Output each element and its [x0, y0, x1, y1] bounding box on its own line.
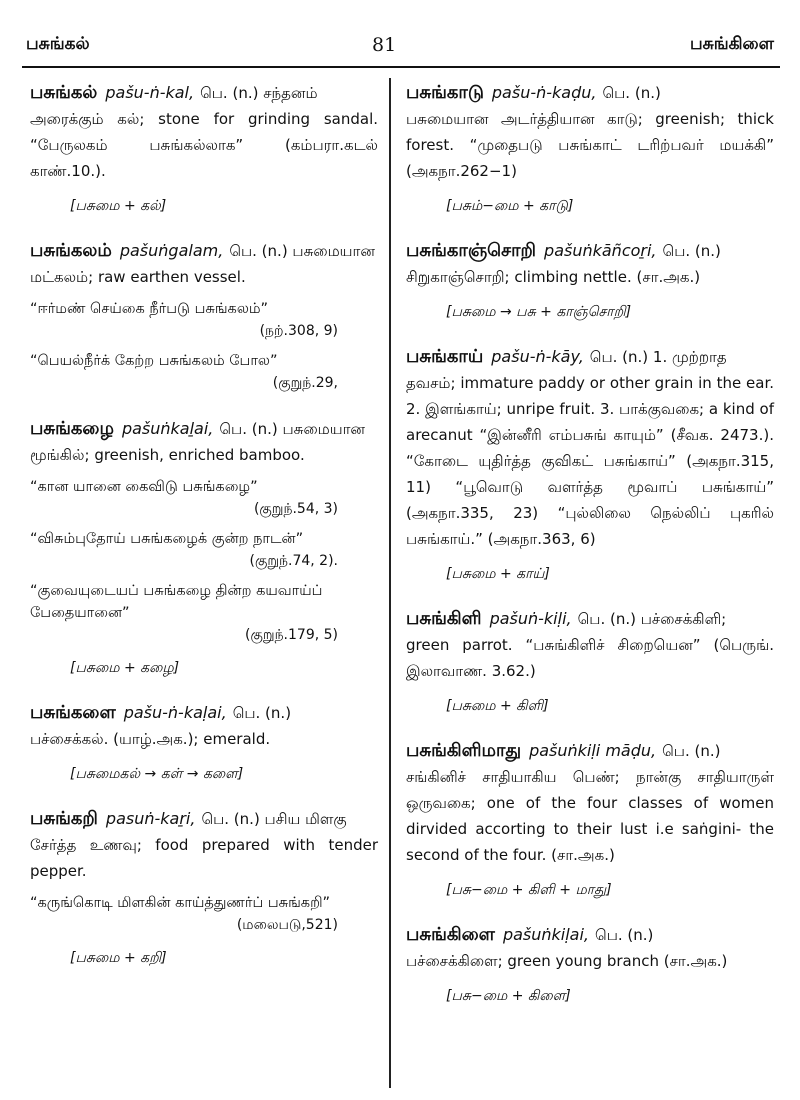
definition: மட்கலம்; raw earthen vessel. [30, 268, 246, 286]
definition: சிறுகாஞ்சொறி; climbing nettle. (சா.அக.) [406, 268, 701, 286]
entry-head-line [406, 80, 774, 106]
citation-source: (குறுந்.54, 3) [253, 501, 338, 517]
dictionary-entry [30, 806, 378, 968]
transliteration: pašu-ṅ-kaḍu, [491, 83, 597, 102]
definition: பச்சைக்கிளை; green young branch (சா.அக.) [406, 952, 728, 970]
page-number: 81 [372, 34, 397, 56]
definition: தவசம்; immature paddy or other grain in the ear. 2. இளங்காய்; unripe fruit. 3. பாக்குவகை; a kind of arecanut “இன்னீரி எம்பசுங் காயும்” (சீவக. 2473.). “கோடை யுதிர்த்த குவிகட் பசுங்காய்” (அகநா.315, 11) “பூவொடு வளர்த்த மூவாப் பசுங்காய்” (அகநா.335, 23) “புல்லிலை நெல்லிப் புகரில் பசுங்காய்.” (அகநா.363, 6) [406, 374, 774, 548]
etymology: [பசு−மை + கிளை] [446, 988, 571, 1004]
left-column [30, 80, 378, 990]
part-of-speech: பெ. (n.) சந்தனம் [200, 84, 318, 102]
transliteration: pašuṅkāñcoṟi, [544, 241, 657, 260]
definition: அரைக்கும் கல்; stone for grinding sandal. “பேருலகம் பசுங்கல்லாக” (கம்பரா.கடல் காண்.10.). [30, 110, 378, 180]
transliteration: pasuṅ-kaṟi, [105, 809, 196, 828]
entry-head-line [406, 344, 774, 370]
definition: green parrot. “பசுங்கிளிச் சிறையென” (பெருங். இலாவாண. 3.62.) [406, 636, 774, 680]
citation-quote: “ஈர்மண் செய்கை நீர்படு பசுங்கலம்” [30, 301, 269, 317]
dictionary-entry [406, 238, 774, 322]
dictionary-entry [30, 238, 378, 394]
entry-head-line [406, 606, 774, 632]
definition: சங்கினிச் சாதியாகிய பெண்; நான்கு சாதியாருள் ஒருவகை; one of the four classes of women dirvided accorting to their lust i.e saṅgini- the second of the four. (சா.அக.) [406, 768, 774, 864]
headword: பசுங்களை [30, 702, 116, 723]
definition: பச்சைக்கல். (யாழ்.அக.); emerald. [30, 730, 271, 748]
running-head-right: பசுங்கிளை [690, 34, 774, 54]
part-of-speech: பெ. (n.) பசுமையான [229, 242, 375, 260]
headword: பசுங்கிளி [406, 608, 482, 629]
etymology: [பசுமை + கறி] [70, 950, 167, 966]
entry-head-line [30, 806, 378, 832]
citation-quote: “குவையுடையப் பசுங்கழை தின்ற கயவாய்ப் பேதையானை” [30, 583, 323, 621]
etymology: [பசுமை + கல்] [70, 198, 167, 214]
header-rule [22, 66, 780, 68]
dictionary-entry [406, 344, 774, 584]
entry-head-line [406, 238, 774, 264]
entry-head-line [30, 80, 378, 106]
part-of-speech: பெ. (n.) பசிய மிளகு [201, 810, 347, 828]
transliteration: pašuṅkaḻai, [121, 419, 214, 438]
dictionary-entry [406, 80, 774, 216]
citation-quote: “கருங்கொடி மிளகின் காய்த்துணர்ப் பசுங்கறி” [30, 895, 331, 911]
citation-source: (நற்.308, 9) [259, 323, 338, 339]
definition: பசுமையான அடர்த்தியான காடு; greenish; thick forest. “முதைபடு பசுங்காட் டரிற்பவர் மயக்கி” (அகநா.262−1) [406, 110, 774, 180]
headword: பசுங்கறி [30, 808, 98, 829]
entry-head-line [406, 738, 774, 764]
entry-head-line [406, 922, 774, 948]
transliteration: pašuṅkiḷi māḍu, [529, 741, 657, 760]
part-of-speech: பெ. (n.) [232, 704, 292, 722]
citation-quote: “கான யானை கைவிடு பசுங்கழை” [30, 479, 258, 495]
entry-head-line [30, 700, 378, 726]
headword: பசுங்காடு [406, 82, 484, 103]
etymology: [பசு−மை + கிளி + மாது] [446, 882, 612, 898]
etymology: [பசுமை → பசு + காஞ்சொறி] [446, 304, 632, 320]
etymology: [பசுமை + காய்] [446, 566, 550, 582]
citation-quote: “விசும்புதோய் பசுங்கழைக் குன்ற நாடன்” [30, 531, 304, 547]
transliteration: pašu-ṅ-kal, [105, 83, 195, 102]
headword: பசுங்காய் [406, 346, 484, 367]
headword: பசுங்கிளிமாது [406, 740, 522, 761]
citation-source: (குறுந்.29, [272, 375, 338, 391]
dictionary-entry [30, 80, 378, 216]
entry-head-line [30, 416, 378, 442]
etymology: [பசும்−மை + காடு] [446, 198, 574, 214]
citation-source: (குறுந்.179, 5) [245, 627, 338, 643]
citation-source: (மலைபடு,521) [236, 917, 338, 933]
part-of-speech: பெ. (n.) [662, 742, 721, 760]
part-of-speech: பெ. (n.) [595, 926, 654, 944]
headword: பசுங்கழை [30, 418, 114, 439]
part-of-speech: பெ. (n.) [662, 242, 721, 260]
column-divider [389, 78, 391, 1088]
headword: பசுங்கிளை [406, 924, 495, 945]
headword: பசுங்காஞ்சொறி [406, 240, 537, 261]
definition: மூங்கில்; greenish, enriched bamboo. [30, 446, 305, 464]
part-of-speech: பெ. (n.) பசுமையான [219, 420, 365, 438]
headword: பசுங்கல் [30, 82, 98, 103]
transliteration: pašuṅgalam, [119, 241, 224, 260]
dictionary-entry [30, 700, 378, 784]
etymology: [பசுமை + கழை] [70, 660, 180, 676]
running-head-left: பசுங்கல் [26, 34, 90, 54]
headword: பசுங்கலம் [30, 240, 112, 261]
dictionary-entry [30, 416, 378, 678]
right-column [406, 80, 774, 1028]
dictionary-entry [406, 738, 774, 900]
citation-source: (குறுந்.74, 2). [249, 553, 338, 569]
citation-quote: “பெயல்நீர்க் கேற்ற பசுங்கலம் போல” [30, 353, 278, 369]
definition: சேர்த்த உணவு; food prepared with tender pepper. [30, 836, 378, 880]
transliteration: pašu-ṅ-kaḷai, [123, 703, 227, 722]
part-of-speech: பெ. (n.) 1. முற்றாத [589, 348, 727, 366]
dictionary-entry [406, 922, 774, 1006]
etymology: [பசுமைகல் → கள் → களை] [70, 766, 244, 782]
transliteration: pašuṅkiḷai, [502, 925, 590, 944]
transliteration: pašuṅ-kiḷi, [489, 609, 572, 628]
part-of-speech: பெ. (n.) பச்சைக்கிளி; [577, 610, 727, 628]
etymology: [பசுமை + கிளி] [446, 698, 549, 714]
page-header [0, 0, 800, 62]
transliteration: pašu-ṅ-kāy, [491, 347, 584, 366]
entry-head-line [30, 238, 378, 264]
dictionary-entry [406, 606, 774, 716]
part-of-speech: பெ. (n.) [602, 84, 661, 102]
